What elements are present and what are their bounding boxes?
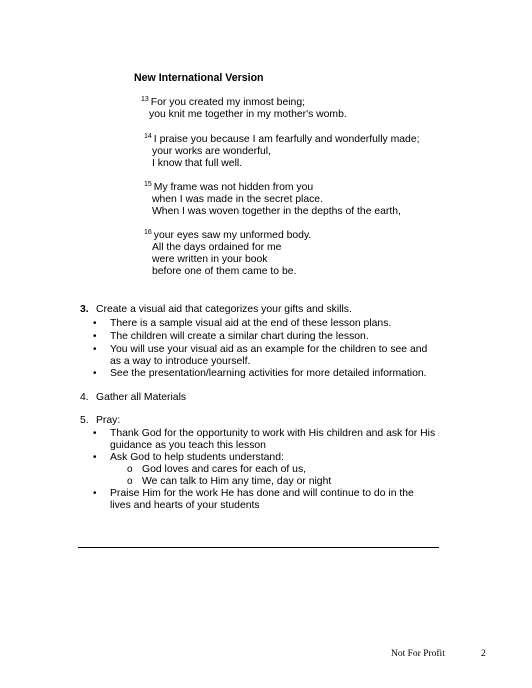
verse-line: were written in your book [152,254,268,265]
bullet-marker: • [93,428,97,439]
bullet-text: Praise Him for the work He has done and will continue to do in the [110,488,414,499]
bullet-text-continuation: as a way to introduce yourself. [110,356,251,367]
bullet-text: See the presentation/learning activities for more detailed information. [110,368,427,379]
footer-label: Not For Profit [391,649,445,659]
bullet-text: Ask God to help students understand: [110,452,284,463]
bullet-marker: • [93,368,97,379]
verse-line: For you created my inmost being; [150,97,305,108]
sub-bullet-text: God loves and cares for each of us, [142,464,307,475]
bullet-text: There is a sample visual aid at the end of these lesson plans. [110,318,392,329]
verse-line: you knit me together in my mother's womb. [149,109,347,120]
verse-13 [141,97,347,121]
verse-16 [144,230,311,278]
verse-14 [144,134,419,170]
sub-bullet-marker: o [127,476,133,487]
verse-line: I praise you because I am fearfully and wonderfully made; [153,134,420,145]
item-text: Gather all Materials [96,392,187,403]
sub-bullet-text: We can talk to Him any time, day or night [142,476,332,487]
verse-line: when I was made in the secret place. [152,194,323,205]
bullet-text-continuation: guidance as you teach this lesson [110,440,266,451]
version-heading: New International Version [134,72,264,84]
bullet-marker: • [93,331,97,342]
item-number: 3. [80,304,89,315]
bullet-marker: • [93,344,97,355]
horizontal-divider [78,547,439,548]
verse-line: your eyes saw my unformed body. [153,230,312,241]
verse-number: 14 [144,133,152,140]
verse-number: 13 [141,96,149,103]
bullet-text: You will use your visual aid as an example for the children to see and [110,344,428,355]
verse-number: 16 [144,229,152,236]
bullet-text: Thank God for the opportunity to work with His children and ask for His [110,428,436,439]
item-number: 5. [80,415,89,426]
verse-number: 15 [144,181,152,188]
bullet-text: The children will create a similar chart during the lesson. [110,331,369,342]
verse-15 [144,182,401,218]
verse-line: My frame was not hidden from you [153,182,314,193]
verse-line: before one of them came to be. [152,266,297,277]
verse-line: When I was woven together in the depths of the earth, [152,206,401,217]
bullet-marker: • [93,488,97,499]
bullet-marker: • [93,452,97,463]
item-number: 4. [80,392,89,403]
bullet-text-continuation: lives and hearts of your students [110,500,260,511]
page-number: 2 [481,649,486,659]
bullet-marker: • [93,318,97,329]
verse-line: your works are wonderful, [152,146,271,157]
item-text: Pray: [96,415,121,426]
item-text: Create a visual aid that categorizes your gifts and skills. [96,304,352,315]
verse-line: All the days ordained for me [152,242,282,253]
verse-line: I know that full well. [152,158,243,169]
sub-bullet-marker: o [127,464,133,475]
